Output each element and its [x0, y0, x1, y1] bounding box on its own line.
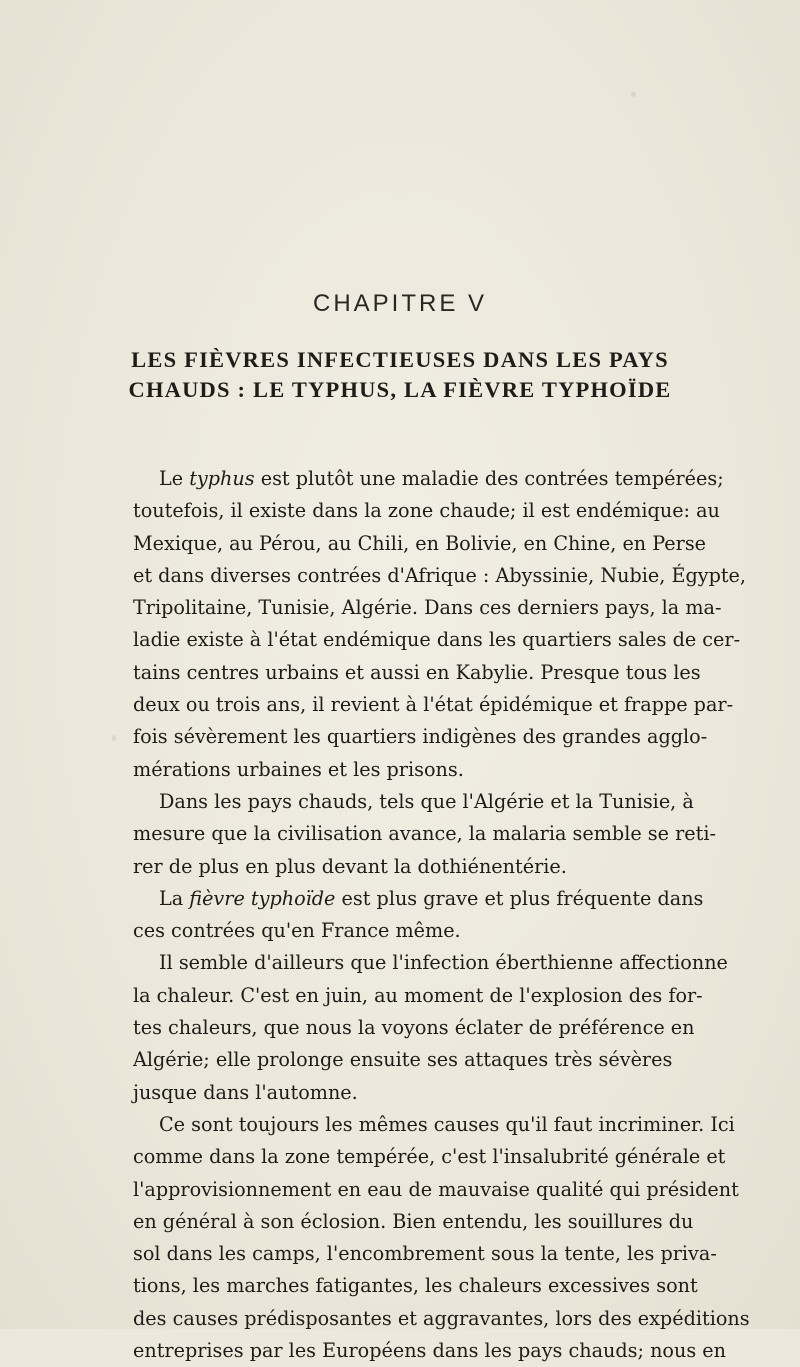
text-line: Dans les pays chauds, tels que l'Algérie et la Tunisie, à: [159, 789, 694, 813]
text-line: toutefois, il existe dans la zone chaude; il est endémique: au: [133, 499, 720, 523]
chapter-title-line: LES FIÈVRES INFECTIEUSES DANS LES PAYS: [131, 347, 669, 372]
chapter-heading: CHAPITRE V: [312, 290, 488, 317]
paper-stain: [631, 92, 636, 97]
text-line: rer de plus en plus devant la dothiénentérie.: [133, 854, 567, 878]
text-line: Algérie; elle prolonge ensuite ses attaques très sévères: [133, 1048, 673, 1072]
text-line: et dans diverses contrées d'Afrique : Abyssinie, Nubie, Égypte,: [133, 563, 747, 587]
text-line: [133, 883, 704, 915]
paper-stain: [112, 735, 116, 741]
text-line: fois sévèrement les quartiers indigènes des grandes agglo-: [133, 725, 708, 749]
text-line: deux ou trois ans, il revient à l'état épidémique et frappe par-: [133, 693, 734, 717]
text-line: la chaleur. C'est en juin, au moment de l'explosion des for-: [133, 983, 703, 1007]
text-line: ces contrées qu'en France même.: [133, 919, 461, 943]
text-run: est plutôt une maladie des contrées tempérées;: [254, 467, 724, 490]
text-run: Le: [159, 467, 190, 490]
chapter-title: [0, 345, 800, 405]
text-line: des causes prédisposantes et aggravantes, lors des expéditions: [133, 1306, 750, 1330]
text-line: [133, 463, 724, 495]
text-run: est plus grave et plus fréquente dans: [335, 886, 704, 910]
text-line: jusque dans l'automne.: [133, 1080, 358, 1104]
text-line: tains centres urbains et aussi en Kabylie. Presque tous les: [133, 660, 701, 684]
text-line: Mexique, au Pérou, au Chili, en Bolivie, en Chine, en Perse: [133, 531, 707, 555]
body-text: [133, 463, 750, 1367]
text-line: l'approvisionnement en eau de mauvaise qualité qui président: [133, 1177, 739, 1201]
italic-term: fièvre typhoïde: [189, 886, 336, 910]
text-line: Il semble d'ailleurs que l'infection éberthienne affectionne: [159, 951, 728, 975]
italic-term: typhus: [189, 467, 255, 490]
text-line: tes chaleurs, que nous la voyons éclater de préférence en: [133, 1016, 695, 1040]
text-line: mérations urbaines et les prisons.: [133, 757, 464, 781]
text-line: entreprises par les Européens dans les pays chauds; nous en: [133, 1339, 726, 1363]
text-line: mesure que la civilisation avance, la malaria semble se reti-: [133, 822, 716, 846]
text-line: sol dans les camps, l'encombrement sous la tente, les priva-: [133, 1242, 717, 1266]
text-line: ladie existe à l'état endémique dans les quartiers sales de cer-: [133, 628, 741, 652]
text-line: en général à son éclosion. Bien entendu, les souillures du: [133, 1209, 694, 1233]
text-line: Tripolitaine, Tunisie, Algérie. Dans ces derniers pays, la ma-: [133, 596, 722, 620]
text-run: La: [159, 886, 190, 910]
chapter-title-line: CHAUDS : LE TYPHUS, LA FIÈVRE TYPHOÏDE: [128, 377, 672, 402]
text-line: tions, les marches fatigantes, les chaleurs excessives sont: [133, 1274, 698, 1298]
text-line: Ce sont toujours les mêmes causes qu'il faut incriminer. Ici: [159, 1112, 735, 1136]
text-line: comme dans la zone tempérée, c'est l'insalubrité générale et: [133, 1145, 726, 1169]
